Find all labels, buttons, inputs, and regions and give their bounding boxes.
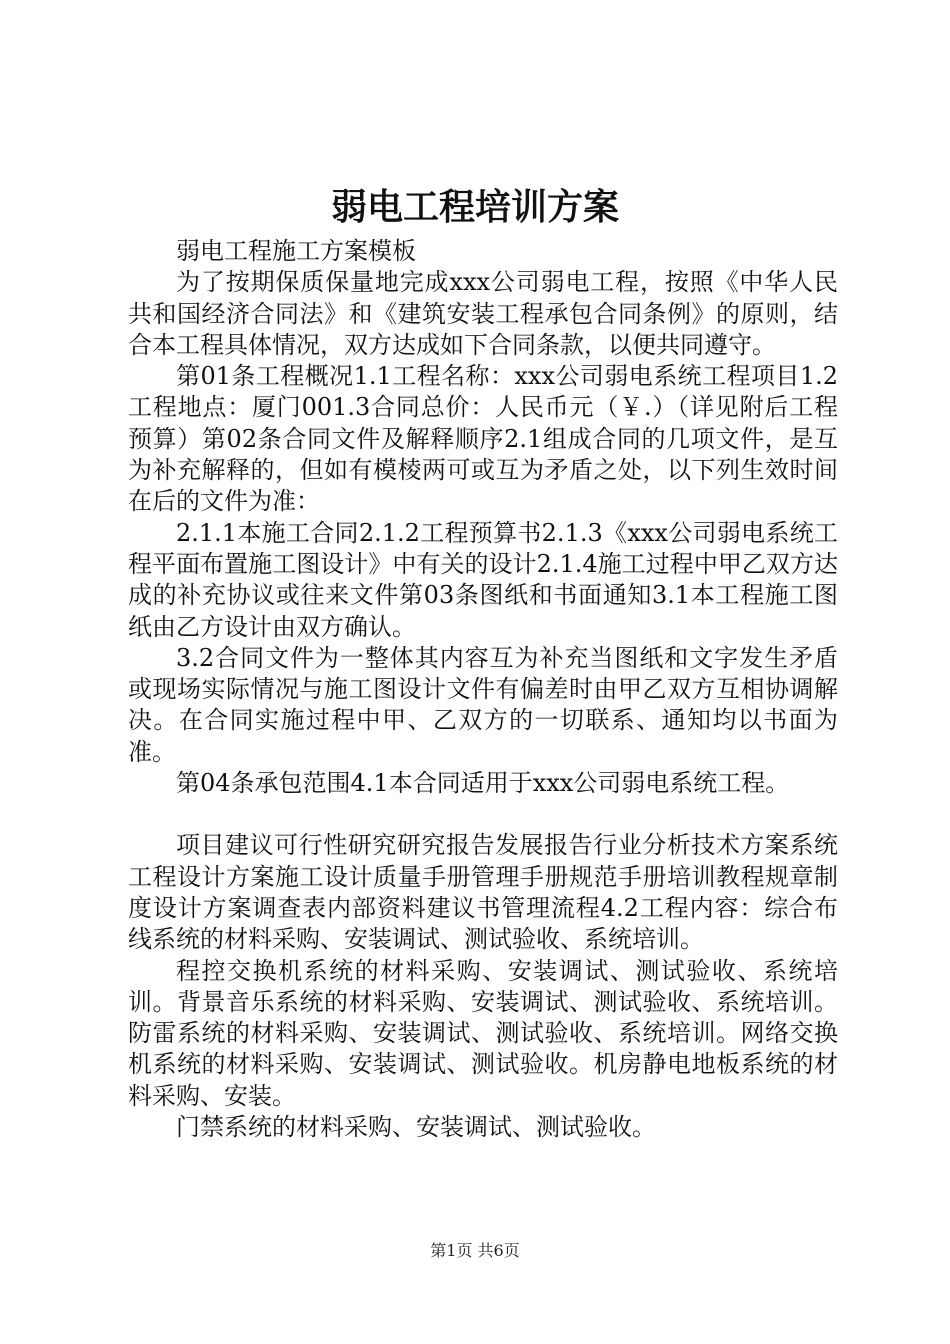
paragraph-7: 项目建议可行性研究研究报告发展报告行业分析技术方案系统工程设计方案施工设计质量手册管理手册规范手册培训教程规章制度设计方案调查表内部资料建议书管理流程4.2工程内容：综合布线系统的材料采购、安装调试、测试验收、系统培训。 xyxy=(128,831,838,954)
paragraph-1: 弱电工程施工方案模板 xyxy=(176,237,416,265)
paragraph-9: 门禁系统的材料采购、安装调试、测试验收。 xyxy=(176,1113,656,1142)
paragraph-8: 程控交换机系统的材料采购、安装调试、测试验收、系统培训。背景音乐系统的材料采购、安装调试、测试验收、系统培训。防雷系统的材料采购、安装调试、测试验收、系统培训。网络交换机系统的材料采购、安装调试、测试验收。机房静电地板系统的材料采购、安装。 xyxy=(128,956,838,1110)
paragraph-2: 为了按期保质保量地完成xxx公司弱电工程，按照《中华人民共和国经济合同法》和《建筑安装工程承包合同条例》的原则，结合本工程具体情况，双方达成如下合同条款，以便共同遵守。 xyxy=(128,268,838,359)
paragraph-3: 第01条工程概况1.1工程名称：xxx公司弱电系统工程项目1.2工程地点：厦门001.3合同总价：人民币元（￥.）（详见附后工程预算）第02条合同文件及解释顺序2.1组成合同的几项文件，是互为补充解释的，但如有模棱两可或互为矛盾之处，以下列生效时间在后的文件为准： xyxy=(128,362,838,516)
paragraph-6: 第04条承包范围4.1本合同适用于xxx公司弱电系统工程。 xyxy=(176,769,790,798)
page-footer: 第1页 共6页 xyxy=(430,1241,520,1260)
document-body xyxy=(128,236,838,1143)
paragraph-5: 3.2合同文件为一整体其内容互为补充当图纸和文字发生矛盾或现场实际情况与施工图设计文件有偏差时由甲乙双方互相协调解决。在合同实施过程中甲、乙双方的一切联系、通知均以书面为准。 xyxy=(128,643,838,766)
document-title: 弱电工程培训方案 xyxy=(330,186,619,228)
paragraph-4: 2.1.1本施工合同2.1.2工程预算书2.1.3《xxx公司弱电系统工程平面布置施工图设计》中有关的设计2.1.4施工过程中甲乙双方达成的补充协议或往来文件第03条图纸和书面通知3.1本工程施工图纸由乙方设计由双方确认。 xyxy=(128,518,838,641)
